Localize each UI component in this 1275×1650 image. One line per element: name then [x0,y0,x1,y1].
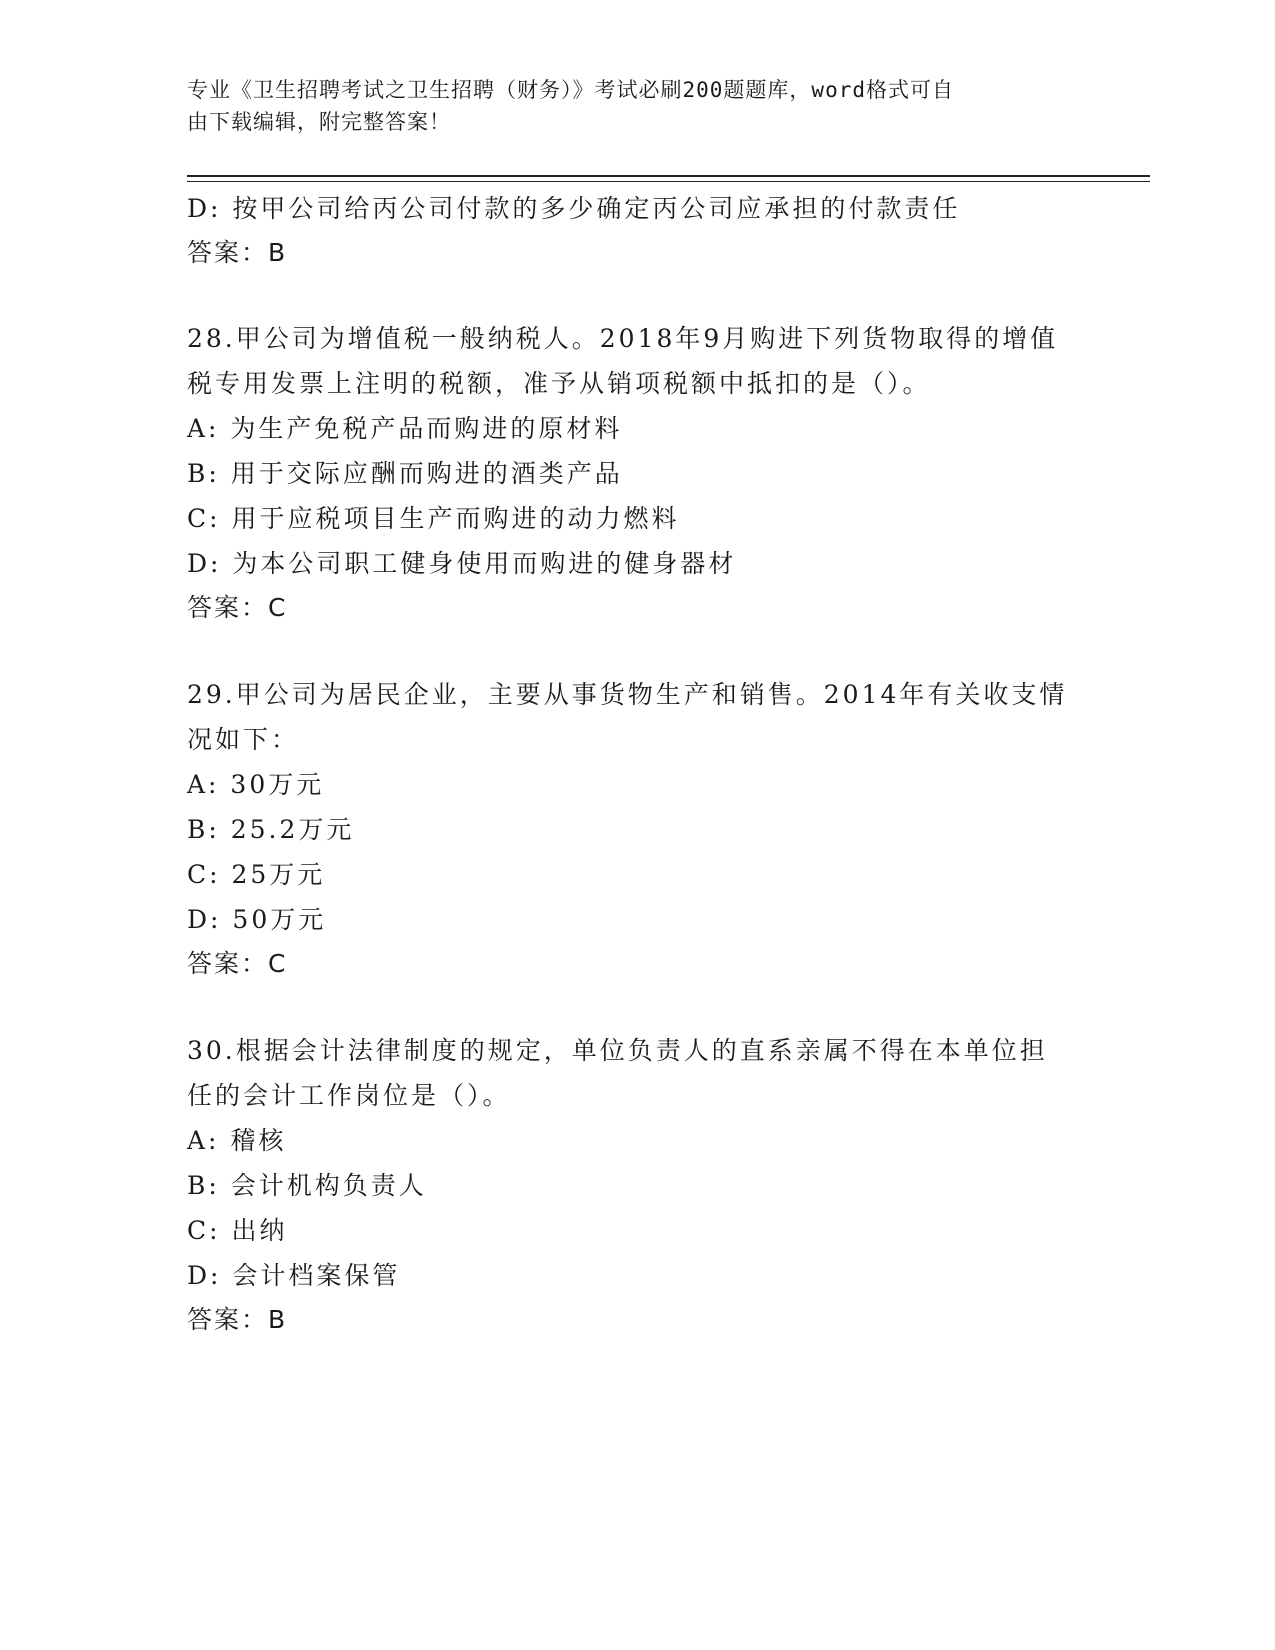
prev-option-d: D: 按甲公司给丙公司付款的多少确定丙公司应承担的付款责任 [187,194,961,223]
q30-stem-line-2: 任的会计工作岗位是（）。 [187,1081,511,1110]
q29-stem-line-1: 29.甲公司为居民企业，主要从事货物生产和销售。2014年有关收支情 [187,680,1068,709]
q30-option-c: C: 出纳 [187,1216,288,1245]
q29-option-c: C: 25万元 [187,860,326,889]
q28-option-d: D: 为本公司职工健身使用而购进的健身器材 [187,549,737,578]
q28-stem-line-2: 税专用发票上注明的税额，准予从销项税额中抵扣的是（）。 [187,369,931,398]
header-divider-thick [187,175,1150,177]
q28-answer: 答案：C [187,593,288,622]
q30-stem-line-1: 30.根据会计法律制度的规定，单位负责人的直系亲属不得在本单位担 [187,1036,1048,1065]
page-header [187,74,1067,138]
q29-option-a: A: 30万元 [187,770,325,799]
q29-option-d: D: 50万元 [187,905,327,934]
q29-answer: 答案：C [187,949,288,978]
q29-option-b: B: 25.2万元 [187,815,355,844]
prev-answer: 答案：B [187,238,288,267]
q28-option-c: C: 用于应税项目生产而购进的动力燃料 [187,504,680,533]
q29-stem-line-2: 况如下： [187,725,300,754]
q30-option-a: A: 稽核 [187,1126,287,1155]
header-divider-thin [187,181,1150,182]
header-line-1: 专业《卫生招聘考试之卫生招聘（财务）》考试必刷200题题库，word格式可自 [187,78,954,102]
q28-option-b: B: 用于交际应酬而购进的酒类产品 [187,459,623,488]
header-line-2: 由下载编辑，附完整答案！ [187,110,451,134]
q28-stem-line-1: 28.甲公司为增值税一般纳税人。2018年9月购进下列货物取得的增值 [187,324,1059,353]
q30-option-d: D: 会计档案保管 [187,1261,401,1290]
q30-option-b: B: 会计机构负责人 [187,1171,427,1200]
q30-answer: 答案：B [187,1305,288,1334]
q28-option-a: A: 为生产免税产品而购进的原材料 [187,414,623,443]
